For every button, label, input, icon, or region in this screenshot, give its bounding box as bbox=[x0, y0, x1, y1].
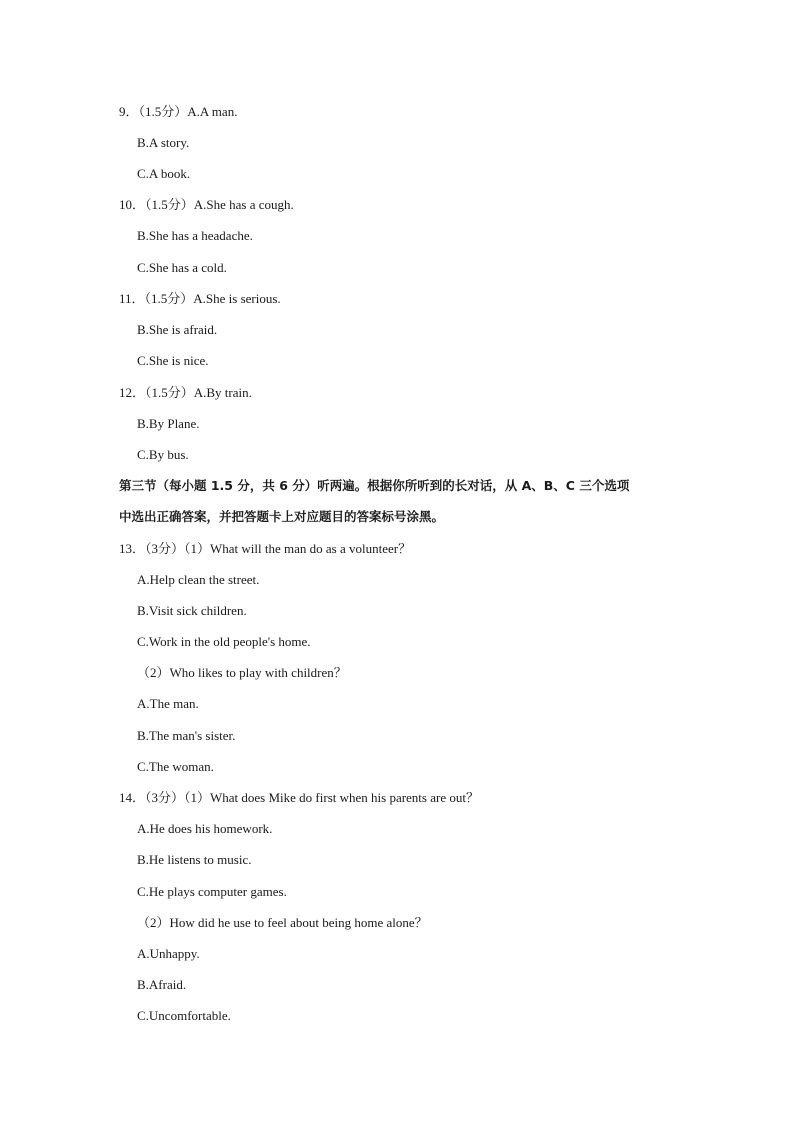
question-14-sub-2-option-a: A.Unhappy. bbox=[137, 946, 200, 961]
question-14-option-b: B.He listens to music. bbox=[137, 852, 252, 867]
question-12-option-c: C.By bus. bbox=[137, 447, 189, 462]
question-13-sub-2-option-c: C.The woman. bbox=[137, 759, 214, 774]
question-13-option-a: A.Help clean the street. bbox=[137, 572, 260, 587]
question-10-option-b: B.She has a headache. bbox=[137, 228, 253, 243]
question-14-sub-2-option-b: B.Afraid. bbox=[137, 977, 187, 992]
section-3-instructions-line-2: 中选出正确答案，并把答题卡上对应题目的答案标号涂黑。 bbox=[119, 509, 445, 524]
question-9-stem: 9．（1.5分）A.A man. bbox=[119, 104, 238, 119]
question-9-option-b: B.A story. bbox=[137, 135, 190, 150]
question-11-option-c: C.She is nice. bbox=[137, 353, 209, 368]
question-13-sub-2: （2）Who likes to play with children？ bbox=[137, 665, 347, 680]
question-14-option-c: C.He plays computer games. bbox=[137, 884, 287, 899]
question-13-option-c: C.Work in the old people's home. bbox=[137, 634, 311, 649]
question-13-sub-2-option-b: B.The man's sister. bbox=[137, 728, 236, 743]
question-14-stem: 14．（3分）（1）What does Mike do first when his parents are out？ bbox=[119, 790, 479, 805]
section-3-instructions-line-1: 第三节（每小题 1.5 分，共 6 分）听两遍。根据你所听到的长对话，从 A、B、C 三个选项 bbox=[119, 478, 630, 493]
question-14-option-a: A.He does his homework. bbox=[137, 821, 273, 836]
question-11-option-b: B.She is afraid. bbox=[137, 322, 218, 337]
question-13-sub-2-option-a: A.The man. bbox=[137, 696, 199, 711]
question-14-sub-2: （2）How did he use to feel about being home alone？ bbox=[137, 915, 428, 930]
question-11-stem: 11．（1.5分）A.She is serious. bbox=[119, 291, 281, 306]
question-9-option-c: C.A book. bbox=[137, 166, 191, 181]
question-10-stem: 10．（1.5分）A.She has a cough. bbox=[119, 197, 294, 212]
question-12-stem: 12．（1.5分）A.By train. bbox=[119, 385, 252, 400]
question-10-option-c: C.She has a cold. bbox=[137, 260, 227, 275]
question-14-sub-2-option-c: C.Uncomfortable. bbox=[137, 1008, 231, 1023]
question-12-option-b: B.By Plane. bbox=[137, 416, 200, 431]
question-13-option-b: B.Visit sick children. bbox=[137, 603, 247, 618]
question-13-stem: 13．（3分）（1）What will the man do as a volunteer？ bbox=[119, 541, 412, 556]
